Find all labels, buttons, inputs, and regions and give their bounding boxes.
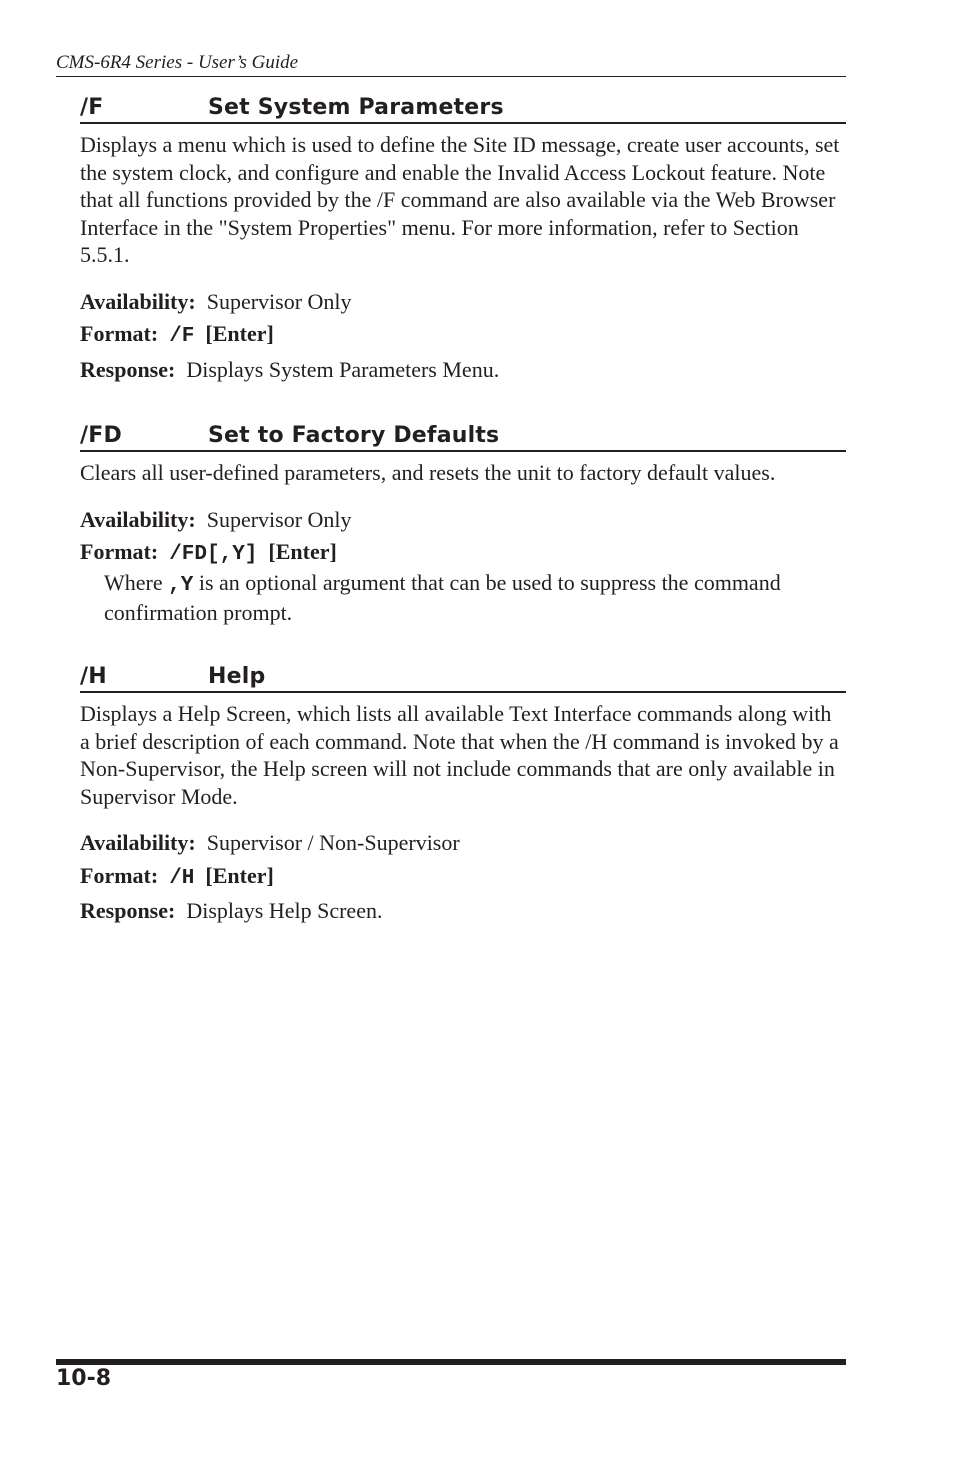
availability-label: Availability: bbox=[80, 506, 196, 532]
format-label: Format: bbox=[80, 862, 159, 888]
note-argument: ,Y bbox=[168, 573, 194, 597]
section-fd bbox=[80, 422, 846, 626]
format-line bbox=[80, 536, 846, 572]
availability-line bbox=[80, 827, 846, 860]
command-name: /FD bbox=[80, 423, 122, 448]
note-prefix: Where bbox=[104, 569, 163, 595]
section-description: Displays a Help Screen, which lists all available Text Interface commands along with a brief description of each command. Note that when the /H command is invoked by a Non-Supervisor, the Help screen will not include commands that are only available in Supervisor Mode. bbox=[80, 701, 839, 809]
section-heading bbox=[80, 663, 846, 693]
response-line bbox=[80, 354, 846, 387]
section-heading bbox=[80, 94, 846, 124]
format-enter-key: [Enter] bbox=[205, 321, 274, 346]
header-rule bbox=[56, 76, 846, 77]
section-title: Help bbox=[208, 664, 266, 689]
command-name: /F bbox=[80, 95, 104, 120]
section-f bbox=[80, 94, 846, 386]
section-heading bbox=[80, 422, 846, 452]
footer-rule bbox=[56, 1359, 846, 1365]
note-text: is an optional argument that can be used to suppress the command confirmation prompt. bbox=[104, 569, 781, 625]
availability-value: Supervisor / Non-Supervisor bbox=[206, 830, 460, 855]
format-command: /H bbox=[169, 866, 195, 890]
availability-value: Supervisor Only bbox=[206, 506, 352, 532]
format-line bbox=[80, 318, 846, 354]
response-line bbox=[80, 895, 846, 928]
command-name: /H bbox=[80, 664, 107, 689]
section-description: Clears all user-defined parameters, and resets the unit to factory default values. bbox=[80, 460, 776, 485]
section-h bbox=[80, 663, 846, 928]
format-note bbox=[80, 569, 846, 626]
availability-label: Availability: bbox=[80, 830, 196, 855]
format-label: Format: bbox=[80, 539, 159, 564]
format-line bbox=[80, 860, 846, 896]
format-enter-key: [Enter] bbox=[268, 539, 337, 564]
format-command: /FD[,Y] bbox=[169, 543, 258, 566]
response-value: Displays Help Screen. bbox=[186, 898, 383, 923]
availability-label: Availability: bbox=[80, 288, 196, 314]
availability-line bbox=[80, 504, 846, 537]
response-label: Response: bbox=[80, 898, 176, 923]
format-enter-key: [Enter] bbox=[205, 862, 274, 888]
page-number: 10-8 bbox=[56, 1366, 112, 1391]
availability-line bbox=[80, 286, 846, 319]
response-value: Displays System Parameters Menu. bbox=[186, 356, 500, 382]
format-label: Format: bbox=[80, 321, 159, 346]
response-label: Response: bbox=[80, 356, 176, 382]
format-command: /F bbox=[169, 325, 195, 348]
section-description: Displays a menu which is used to define the Site ID message, create user accounts, set the system clock, and configure and enable the Invalid Access Lockout feature. Note that all functions provided by the /F command are also available via the Web Browser Interface in the "System Properties" menu. For more information, refer to Section 5.5.1. bbox=[80, 132, 840, 267]
running-header: CMS-6R4 Series - User’s Guide bbox=[56, 52, 299, 73]
availability-value: Supervisor Only bbox=[206, 288, 352, 314]
section-title: Set System Parameters bbox=[208, 95, 504, 120]
section-title: Set to Factory Defaults bbox=[208, 423, 500, 448]
